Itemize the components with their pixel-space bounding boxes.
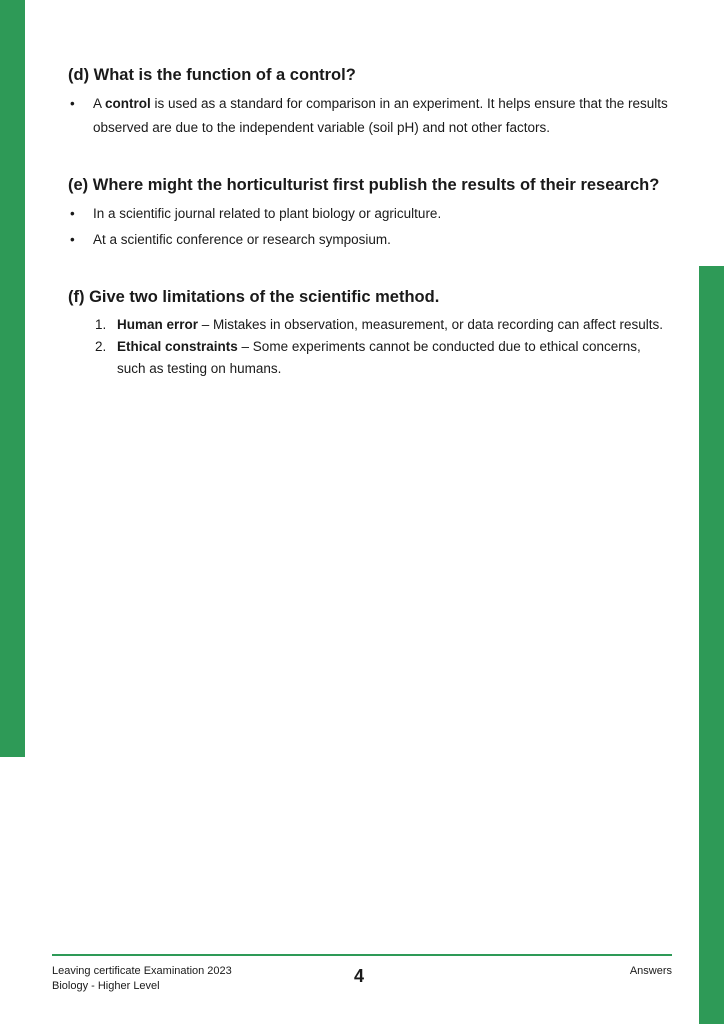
list-item xyxy=(68,92,668,140)
list-item-text: At a scientific conference or research symposium. xyxy=(93,232,391,247)
section-f-heading: (f) Give two limitations of the scientific method. xyxy=(68,288,440,306)
right-accent-bar xyxy=(699,266,724,1024)
bullet-icon: • xyxy=(70,206,75,221)
section-e-heading: (e) Where might the horticulturist first publish the results of their research? xyxy=(68,176,660,194)
section-f-list xyxy=(68,314,668,380)
section-e-list xyxy=(68,202,668,252)
answer-content xyxy=(68,64,668,414)
footer-section-label: Answers xyxy=(629,965,672,977)
section-e xyxy=(68,174,668,252)
left-accent-bar xyxy=(0,0,25,757)
item-number: 1. xyxy=(95,317,107,332)
section-d xyxy=(68,64,668,140)
list-item-text: In a scientific journal related to plant biology or agriculture. xyxy=(93,206,442,221)
text-post: – Some experiments cannot be conducted due to ethical concerns, such as testing on humans. xyxy=(117,339,641,376)
list-item xyxy=(68,228,668,252)
footer-exam-title: Leaving certificate Examination 2023 xyxy=(52,965,232,977)
footer-divider xyxy=(52,954,672,956)
footer-exam-info xyxy=(52,964,232,994)
bullet-icon: • xyxy=(70,232,75,247)
page-number: 4 xyxy=(354,966,365,986)
text-post: – Mistakes in observation, measurement, or data recording can affect results. xyxy=(198,317,664,332)
section-f xyxy=(68,286,668,380)
bullet-icon: • xyxy=(70,96,75,111)
footer-subject-level: Biology - Higher Level xyxy=(52,980,160,992)
text-bold: control xyxy=(105,96,151,111)
text-bold: Human error xyxy=(117,317,199,332)
list-item xyxy=(68,336,668,380)
section-d-heading: (d) What is the function of a control? xyxy=(68,66,356,84)
list-item xyxy=(68,202,668,226)
item-number: 2. xyxy=(95,339,107,354)
text-bold: Ethical constraints xyxy=(117,339,238,354)
text-post: is used as a standard for comparison in an experiment. It helps ensure that the results observed are due to the independent variable (soil pH) and not other factors. xyxy=(93,96,668,135)
list-item xyxy=(68,314,668,336)
section-d-list xyxy=(68,92,668,140)
text-pre: A xyxy=(93,96,106,111)
